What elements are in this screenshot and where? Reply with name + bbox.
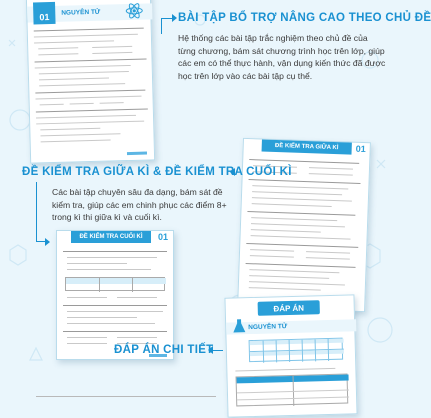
section2-title: ĐỀ KIỂM TRA GIỮA KÌ & ĐỀ KIỂM TRA CUỐI KÌ [22, 166, 292, 178]
chevron-right-icon [172, 14, 177, 22]
sample-sheet-final-exam [56, 230, 174, 360]
sheet-number-badge: 01 [157, 232, 168, 242]
chevron-left-icon [230, 168, 235, 176]
sample-sheet-midterm-exam [237, 138, 371, 312]
section3-connector [213, 350, 223, 351]
answer-grid [249, 338, 344, 362]
sheet-tab-label: ĐỀ KIỂM TRA GIỮA KÌ [262, 139, 352, 154]
sample-sheet-topic-exercises [26, 0, 155, 164]
answer-table [236, 374, 349, 407]
section1-title: BÀI TẬP BỔ TRỢ NÂNG CAO THEO CHỦ ĐỀ [178, 12, 431, 24]
sheet-topic-title: NGUYÊN TỬ [248, 323, 288, 332]
sheet-data-table [65, 277, 165, 291]
chevron-right-icon [45, 238, 50, 246]
section1-description: Hệ thống các bài tập trắc nghiệm theo chủ đề của từng chương, bám sát chương trình học trên lớp, giúp các em có thể thực hành, vận dụng kiến thức đã được học trên lớp vào các bài tập cụ thể. [178, 33, 386, 81]
atom-icon [125, 2, 143, 20]
section2-connector [36, 182, 46, 242]
sheet-number-badge: 01 [33, 2, 56, 25]
sample-sheet-answer-key [224, 294, 357, 417]
sheet-number-badge: 01 [355, 143, 366, 155]
section3-description-partial [36, 392, 216, 400]
sheet-tab-label: ĐÁP ÁN [258, 300, 320, 316]
sheet-topic-title: NGUYÊN TỬ [61, 8, 101, 17]
sheet-tab-label: ĐỀ KIỂM TRA CUỐI KÌ [71, 231, 151, 243]
section3-title: ĐÁP ÁN CHI TIẾT [114, 344, 214, 356]
flask-icon [232, 318, 246, 334]
section2-description: Các bài tập chuyên sâu đa dạng, bám sát đề kiểm tra, giúp các em chinh phục các điểm 8+ trong kì thi giữa kì và cuối kì. [52, 187, 227, 223]
